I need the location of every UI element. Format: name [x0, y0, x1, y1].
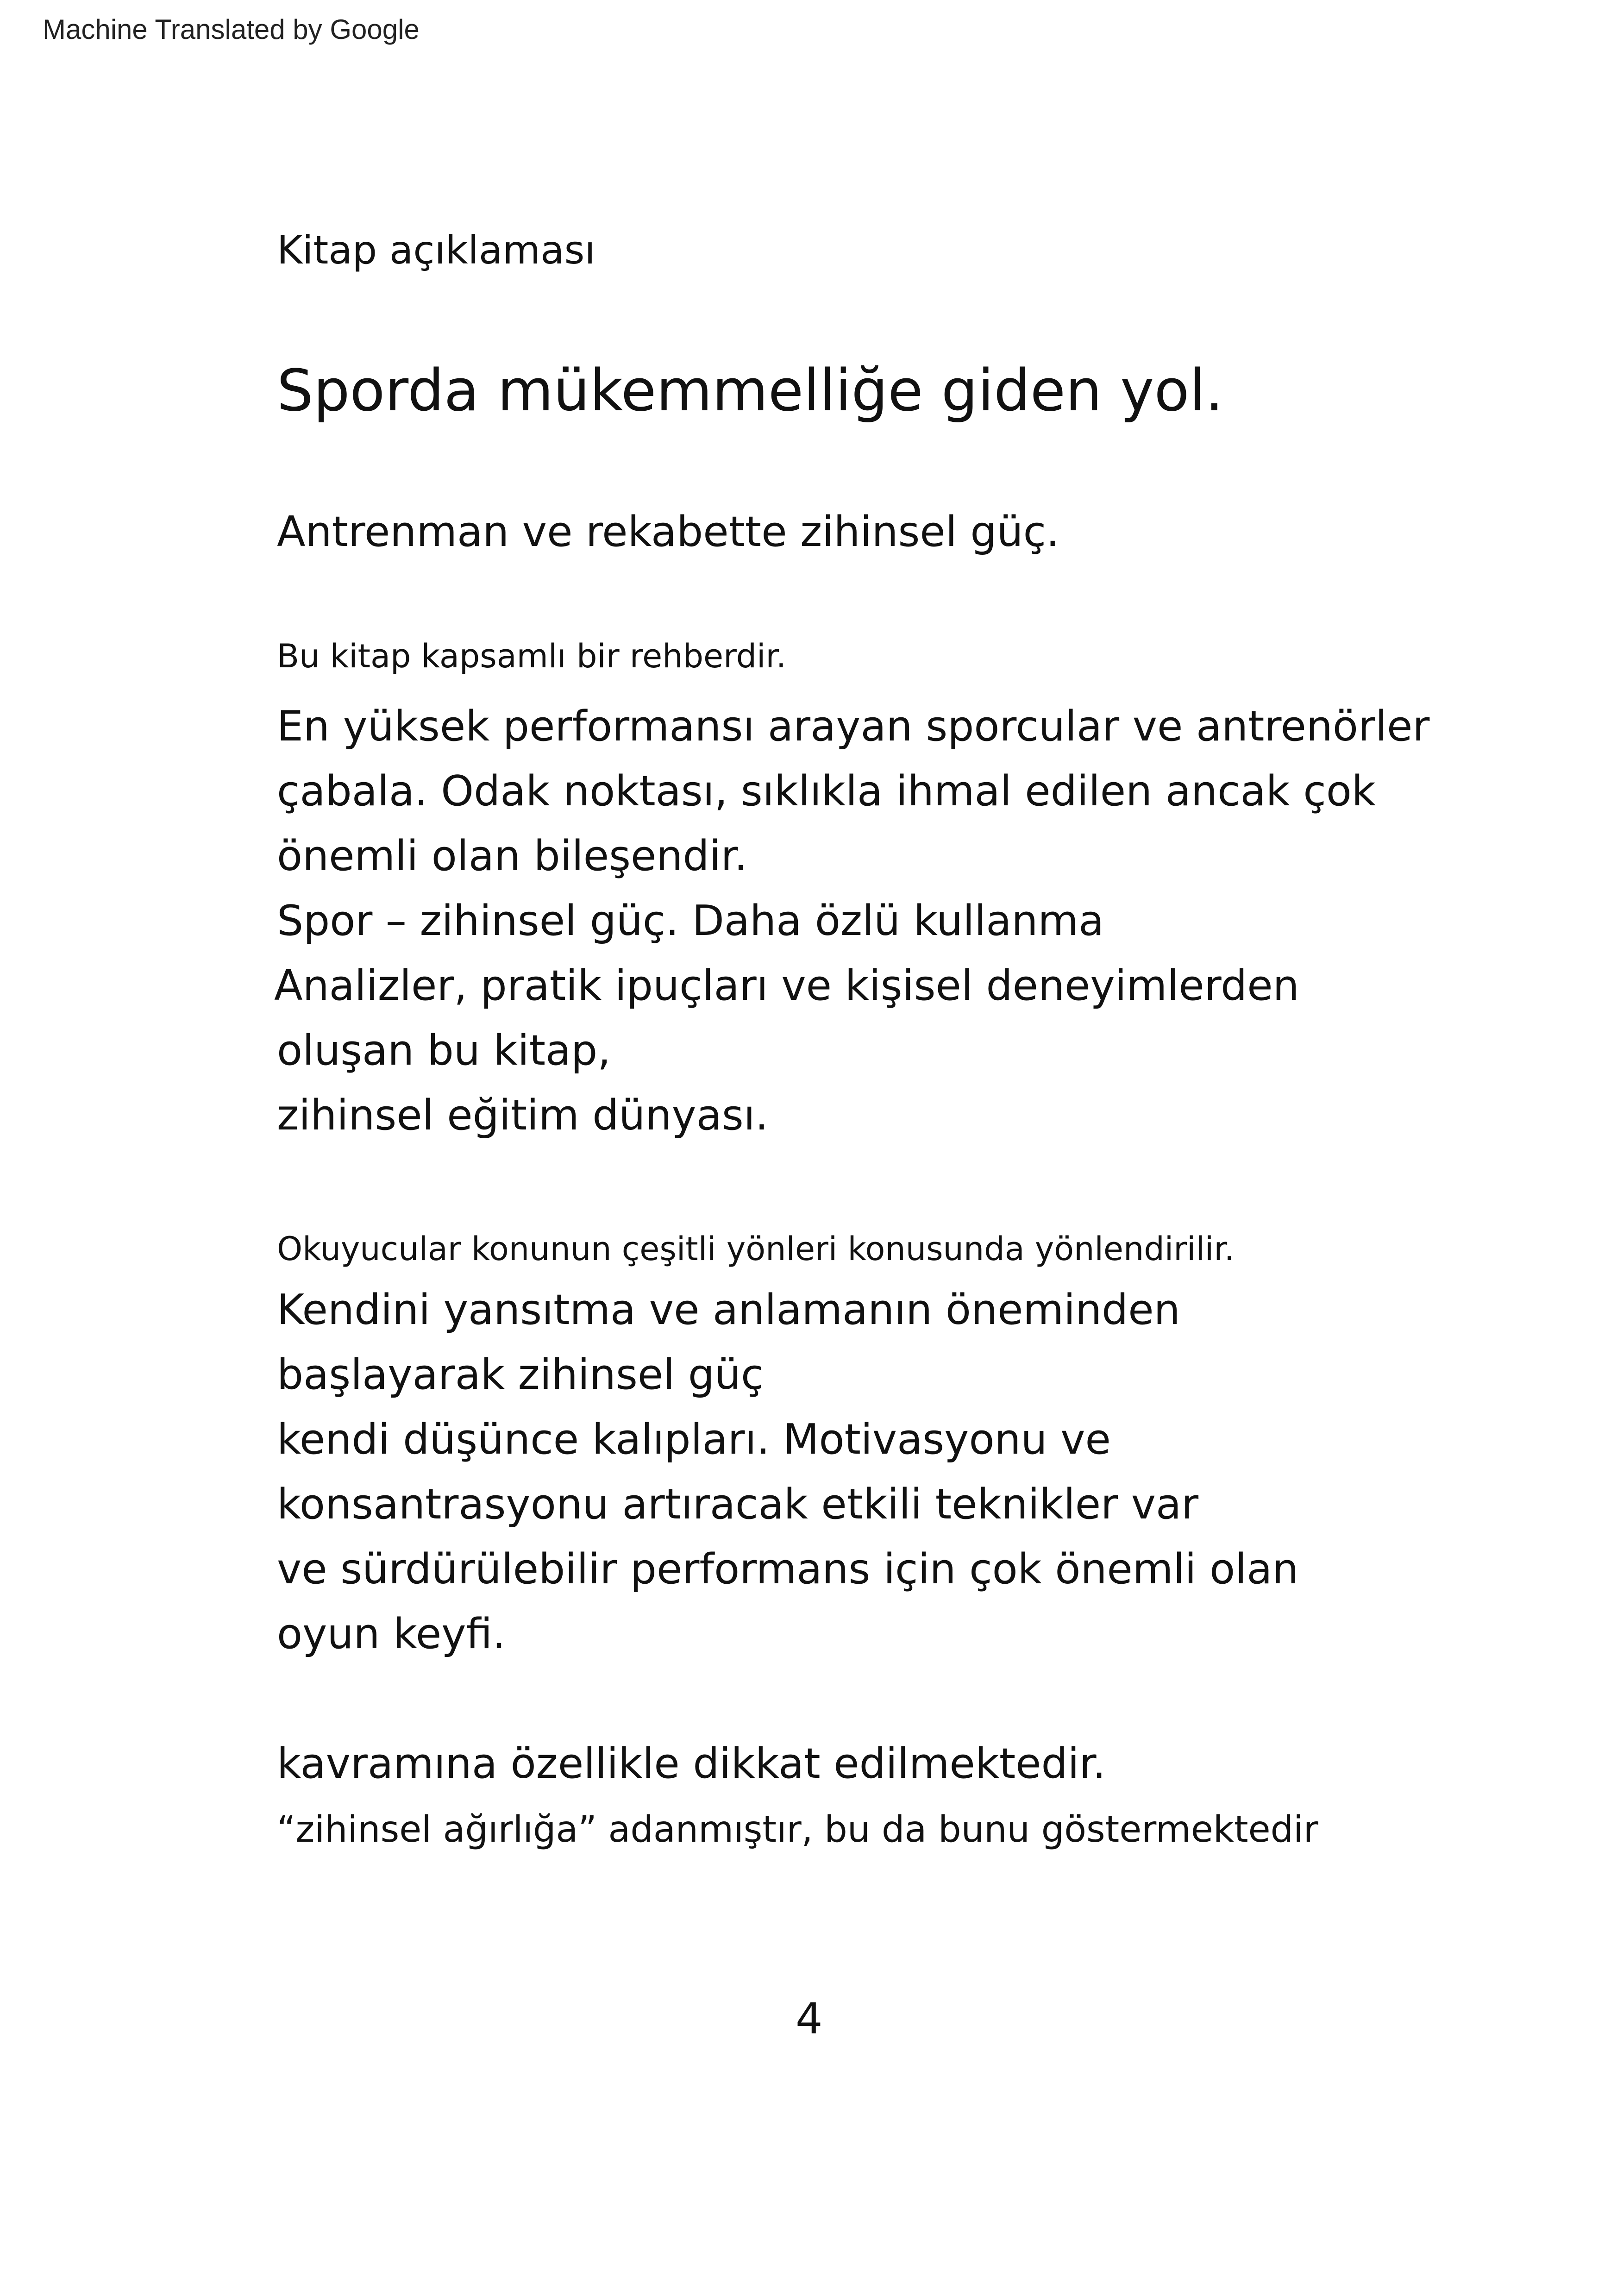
- paragraph-1-line: En yüksek performansı arayan sporcular ve antrenörler: [277, 702, 1430, 751]
- paragraph-3-line: kavramına özellikle dikkat edilmektedir.: [277, 1739, 1106, 1788]
- section-label: Kitap açıklaması: [277, 227, 595, 273]
- paragraph-1-line: oluşan bu kitap,: [277, 1026, 611, 1075]
- paragraph-2-line: başlayarak zihinsel güç: [277, 1350, 764, 1399]
- page-number: 4: [796, 1994, 823, 2044]
- paragraph-2-line: konsantrasyonu artıracak etkili teknikler var: [277, 1480, 1199, 1529]
- paragraph-2-line: kendi düşünce kalıpları. Motivasyonu ve: [277, 1415, 1111, 1464]
- paragraph-1-line: Analizler, pratik ipuçları ve kişisel deneyimlerden: [274, 961, 1299, 1010]
- paragraph-2-line: Kendini yansıtma ve anlamanın öneminden: [277, 1286, 1180, 1334]
- book-title: Sporda mükemmelliğe giden yol.: [277, 358, 1224, 424]
- paragraph-2-line: ve sürdürülebilir performans için çok önemli olan: [277, 1545, 1299, 1593]
- paragraph-1-line: Spor – zihinsel güç. Daha özlü kullanma: [277, 897, 1104, 945]
- paragraph-2-line: oyun keyfi.: [277, 1610, 506, 1658]
- book-subtitle: Antrenman ve rekabette zihinsel güç.: [277, 508, 1059, 556]
- paragraph-1-line: zihinsel eğitim dünyası.: [277, 1091, 769, 1140]
- paragraph-1-line: önemli olan bileşendir.: [277, 832, 747, 880]
- paragraph-3-line: “zihinsel ağırlığa” adanmıştır, bu da bunu göstermektedir: [277, 1809, 1318, 1851]
- paragraph-1-line: çabala. Odak noktası, sıklıkla ihmal edilen ancak çok: [277, 767, 1376, 816]
- paragraph-2-lead: Okuyucular konunun çeşitli yönleri konusunda yönlendirilir.: [277, 1230, 1235, 1268]
- paragraph-1-lead: Bu kitap kapsamlı bir rehberdir.: [277, 637, 787, 675]
- machine-translation-banner: Machine Translated by Google: [43, 14, 420, 45]
